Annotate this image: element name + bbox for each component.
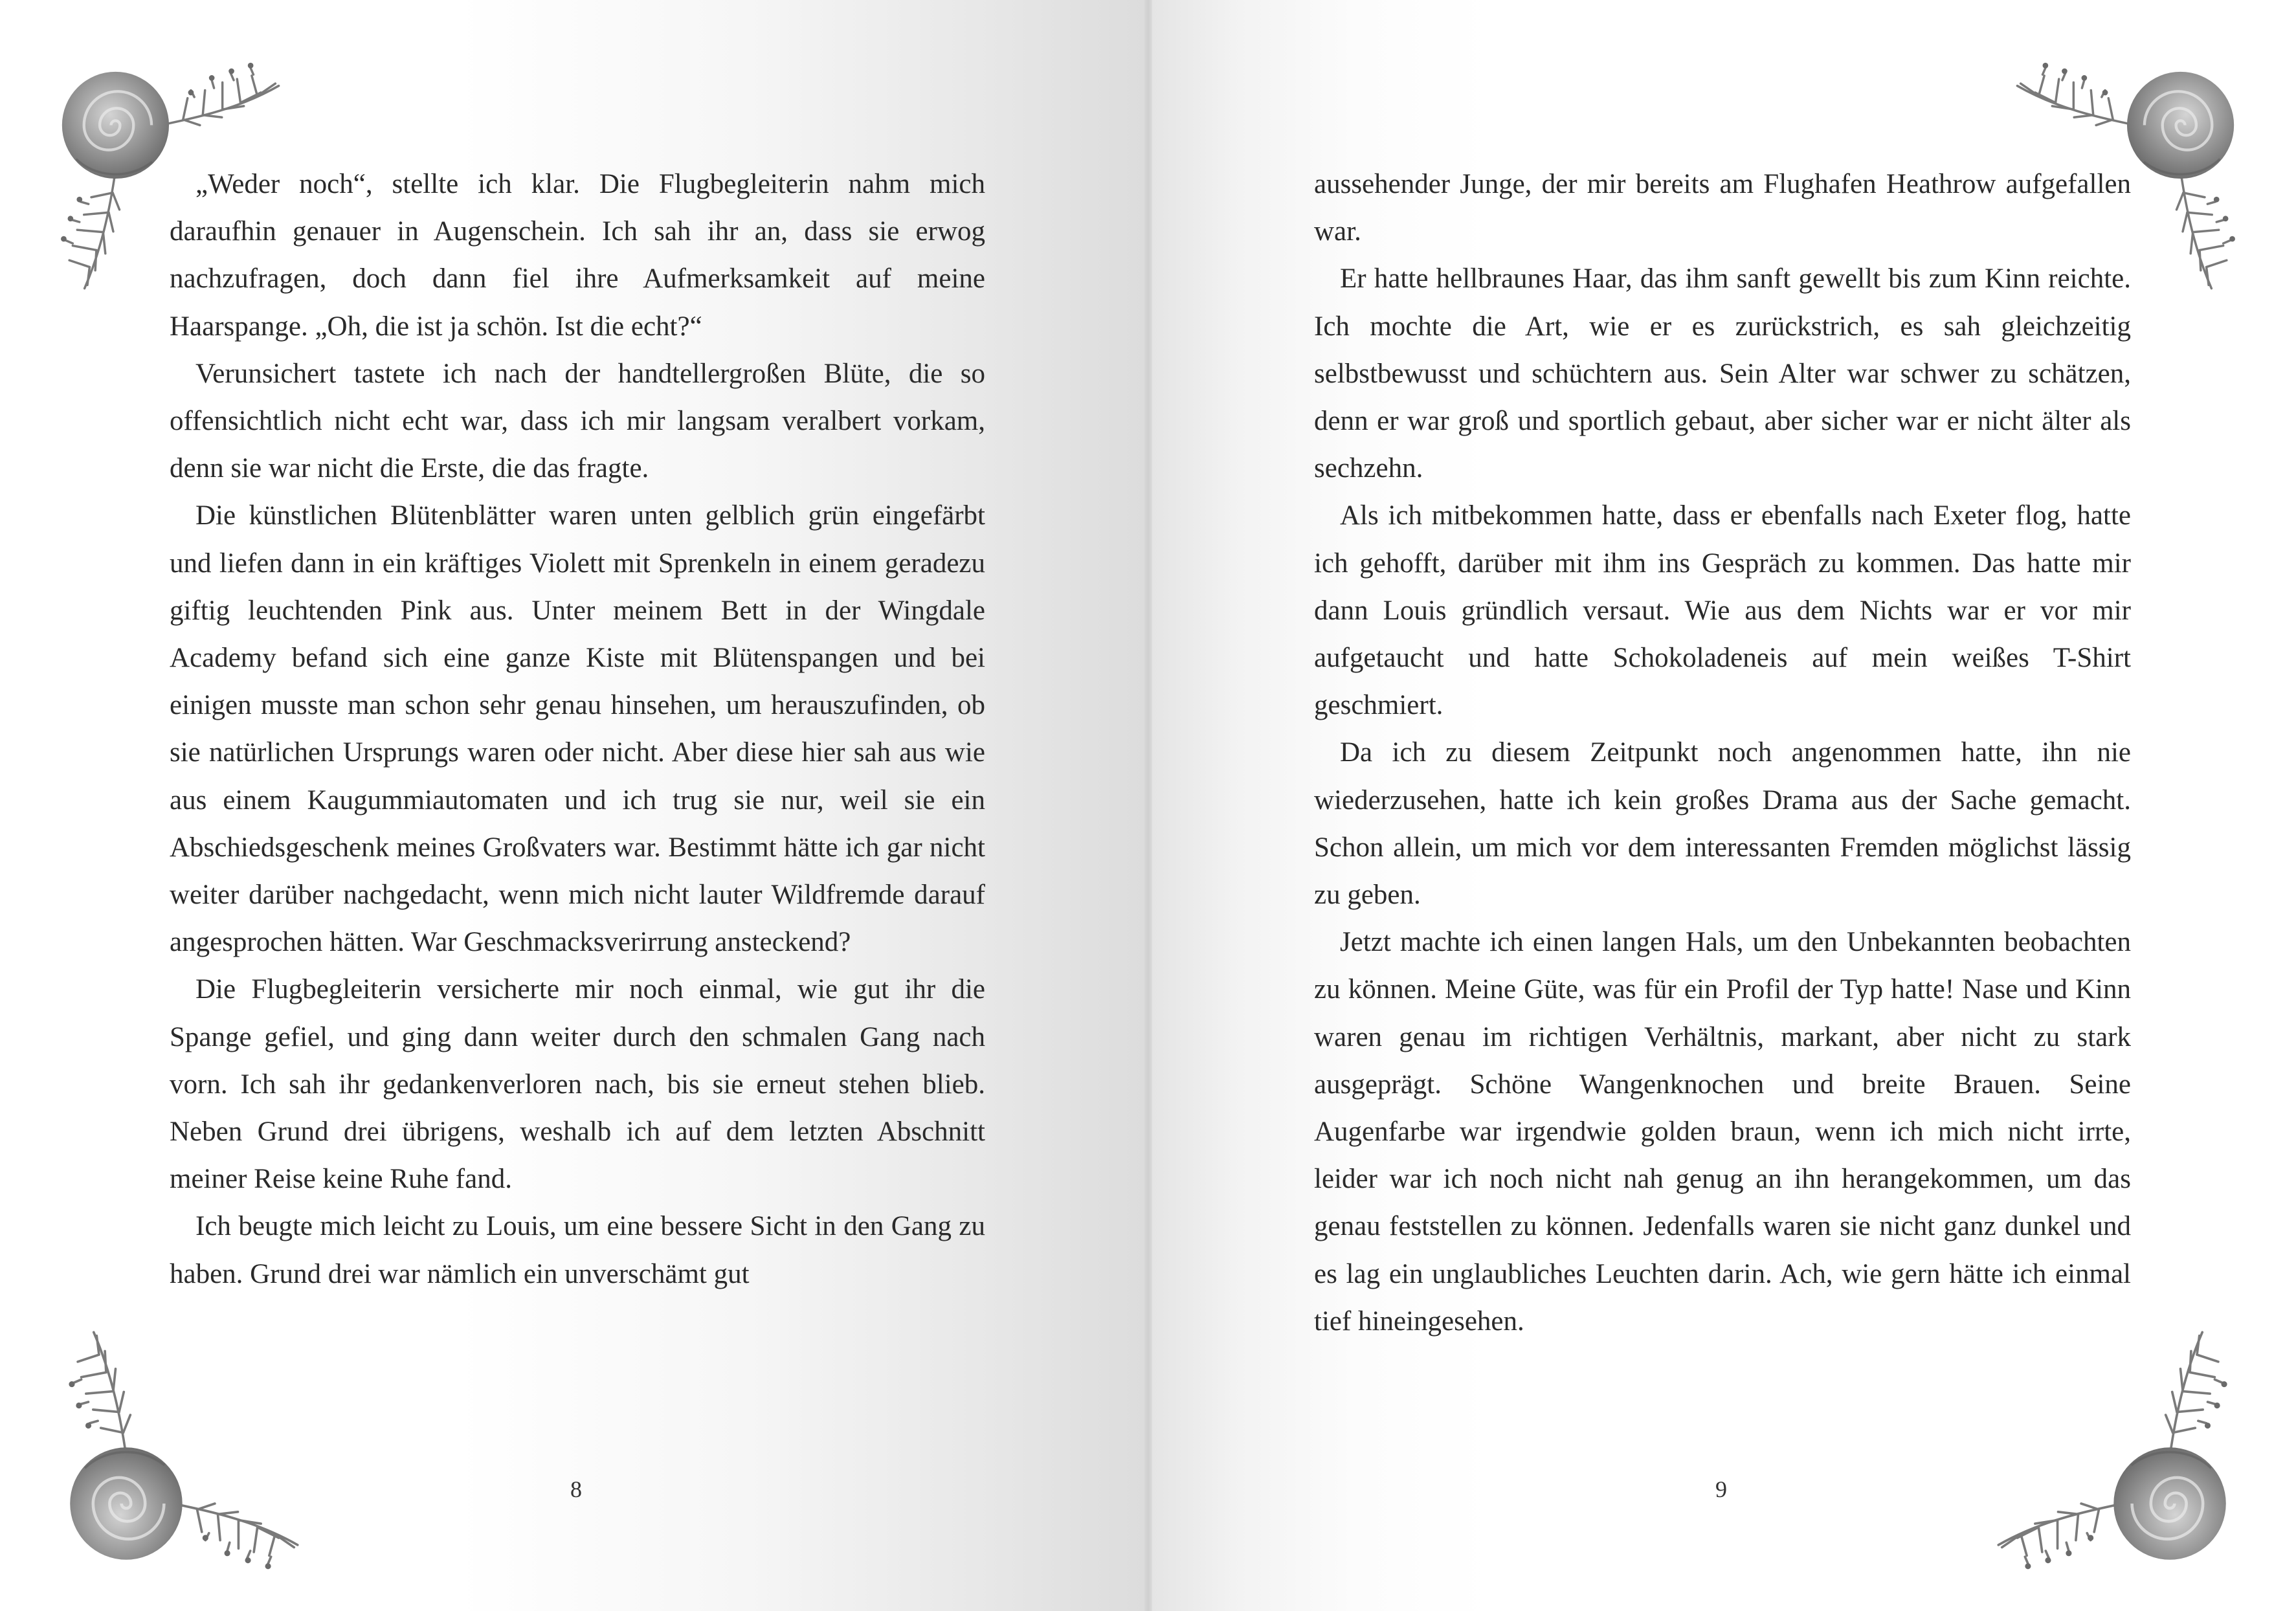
book-gutter (1144, 0, 1152, 1611)
page-number-left: 8 (570, 1476, 582, 1502)
page-number-right: 9 (1715, 1476, 1727, 1502)
shell-coral-icon (31, 1320, 316, 1592)
paragraph: Jetzt machte ich einen langen Hals, um den Unbekannten beobachten zu können. Meine Güte, was für ein Profil der Typ hatte! Nase und Kinn waren genau im richtigen Verhältnis, markant, aber nicht zu stark ausgeprägt. Schöne Wangenknochen und breite Brauen. Seine Augenfarbe war irgendwie golden braun, wenn ich mich nicht irrte, leider war ich noch nicht nah genug an ihn herangekommen, um das genau feststellen zu können. Jedenfalls waren sie nicht ganz dunkel und es lag ein unglaubliches Leuchten darin. Ach, wie gern hätte ich einmal tief hineingesehen. (1314, 927, 2131, 1337)
paragraph: Verunsichert tastete ich nach der handtellergroßen Blüte, die so offensichtlich nicht echt war, dass ich mir langsam veralbert vorkam, denn sie war nicht die Erste, die das fragte. (170, 358, 985, 484)
left-text-block (170, 161, 985, 1298)
paragraph: aussehender Junge, der mir bereits am Flughafen Heathrow aufgefallen war. (1314, 169, 2131, 247)
right-text-block (1314, 161, 2131, 1345)
right-page (1148, 0, 2296, 1611)
paragraph: Da ich zu diesem Zeitpunkt noch angenommen hatte, ihn nie wiederzusehen, hatte ich kein großes Drama aus der Sache gemacht. Schon allein, um mich vor dem interessanten Fremden möglichst lässig zu geben. (1314, 737, 2131, 911)
shell-coral-icon (1980, 1320, 2265, 1592)
paragraph: Ich beugte mich leicht zu Louis, um eine bessere Sicht in den Gang zu haben. Grund drei war nämlich ein unverschämt gut (170, 1211, 985, 1289)
paragraph: Die Flugbegleiterin versicherte mir noch einmal, wie gut ihr die Spange gefiel, und ging dann weiter durch den schmalen Gang nach vorn. Ich sah ihr gedankenverloren nach, bis sie erneut stehen blieb. Neben Grund drei übrigens, weshalb ich auf dem letzten Abschnitt meiner Reise keine Ruhe fand. (170, 974, 985, 1195)
paragraph: „Weder noch“, stellte ich klar. Die Flugbegleiterin nahm mich daraufhin genauer in Augenschein. Ich sah ihr an, dass sie erwog nachzufragen, doch dann fiel ihre Aufmerksamkeit auf meine Haarspange. „Oh, die ist ja schön. Ist die echt?“ (170, 169, 985, 342)
paragraph: Als ich mitbekommen hatte, dass er ebenfalls nach Exeter flog, hatte ich gehofft, darüber mit ihm ins Gespräch zu kommen. Das hatte mir dann Louis gründlich versaut. Wie aus dem Nichts war er vor mir aufgetaucht und hatte Schokoladeneis auf mein weißes T-Shirt geschmiert. (1314, 500, 2131, 721)
paragraph: Die künstlichen Blütenblätter waren unten gelblich grün eingefärbt und liefen dann in ein kräftiges Violett mit Sprenkeln in einem geradezu giftig leuchtenden Pink aus. Unter meinem Bett in der Wingdale Academy befand sich eine ganze Kiste mit Blütenspangen und bei einigen musste man schon sehr genau hinsehen, um herauszufinden, ob sie natürlichen Ursprungs waren oder nicht. Aber diese hier sah aus wie aus einem Kaugummiautomaten und ich trug sie nur, weil sie ein Abschiedsgeschenk meines Großvaters war. Bestimmt hätte ich gar nicht weiter darüber nachgedacht, wenn mich nicht lauter Wildfremde darauf angesprochen hätten. War Geschmacksverirrung ansteckend? (170, 500, 985, 958)
paragraph: Er hatte hellbraunes Haar, das ihm sanft gewellt bis zum Kinn reichte. Ich mochte die Art, wie er es zurückstrich, es sah gleichzeitig selbstbewusst und schüchtern aus. Sein Alter war schwer zu schätzen, denn er war groß und sportlich gebaut, aber sicher war er nicht älter als sechzehn. (1314, 263, 2131, 484)
